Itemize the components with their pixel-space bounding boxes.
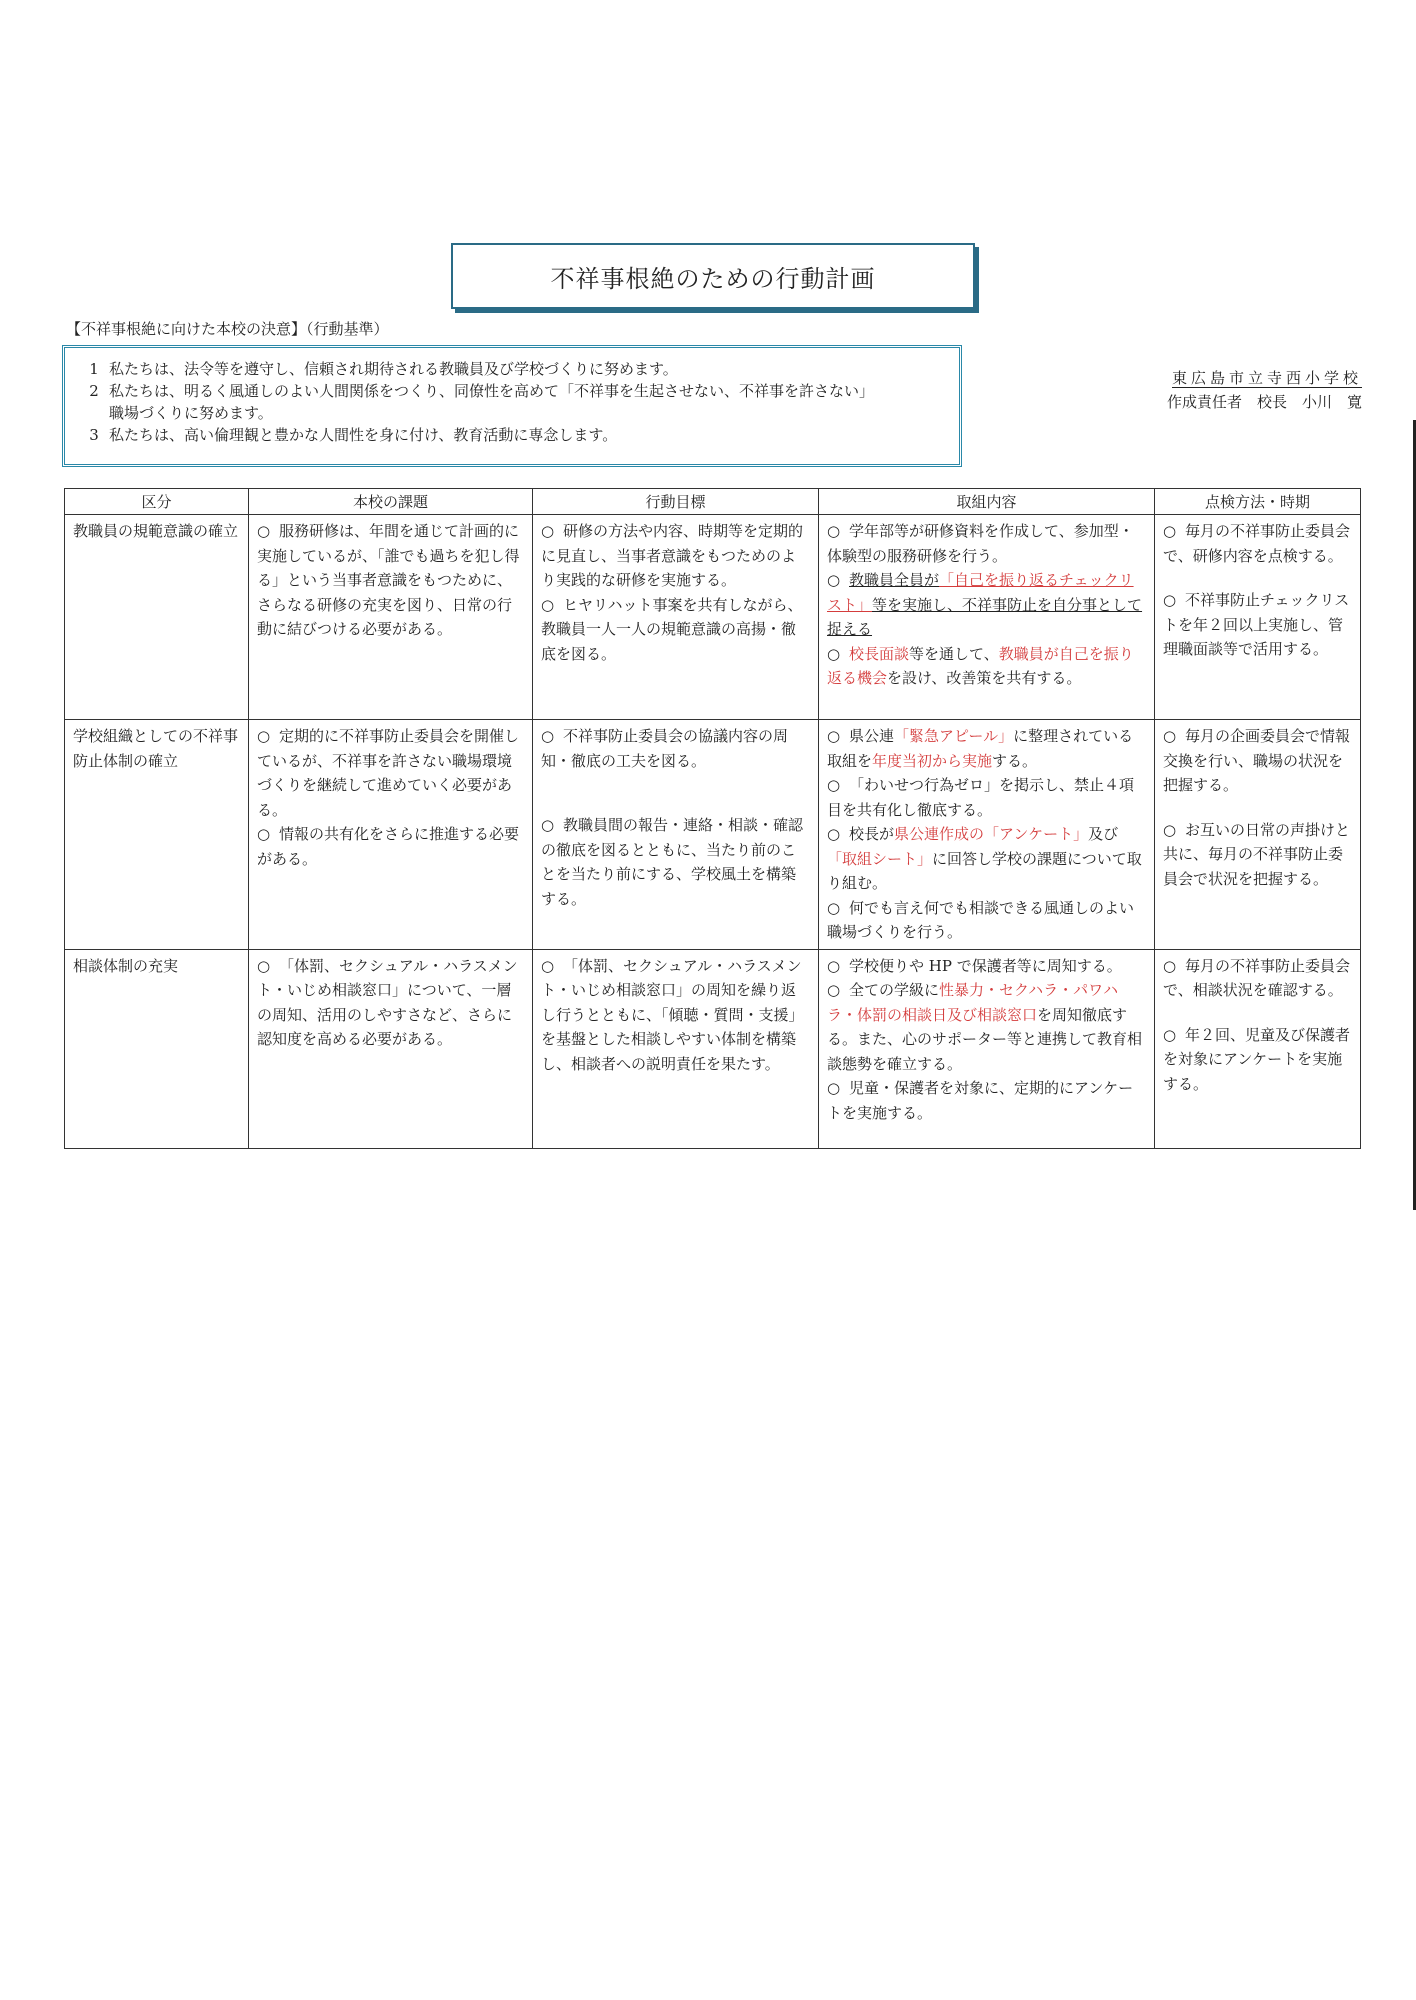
- action-highlight: 校長面談: [849, 644, 910, 663]
- resolve-item-continuation: [79, 402, 947, 424]
- table-row: [65, 515, 1361, 720]
- circle-mark: ○: [1163, 727, 1177, 745]
- school-info: [1167, 366, 1362, 414]
- circle-mark: ○: [541, 595, 555, 614]
- check-text: 毎月の不祥事防止委員会で、相談状況を確認する。: [1163, 956, 1351, 999]
- action-text: 校長が: [849, 825, 895, 843]
- action-highlight: 県公連作成の「アンケート」: [894, 825, 1089, 843]
- goal-text: 教職員間の報告・連絡・相談・確認の徹底を図るとともに、当たり前のことを当たり前にする、学校風土を構築する。: [541, 816, 804, 908]
- action-text: 分事として捉える: [827, 595, 1143, 638]
- resolve-item-text: 私たちは、高い倫理観と豊かな人間性を身に付け、教育活動に専念します。: [109, 426, 618, 444]
- circle-mark: ○: [257, 825, 271, 843]
- action-highlight: 年度当初から実施: [872, 751, 993, 770]
- resolve-item: [79, 380, 947, 402]
- circle-mark: ○: [1163, 820, 1177, 839]
- action-text: 及び: [1088, 825, 1119, 843]
- circle-mark: ○: [541, 816, 555, 834]
- goal-text: ヒヤリハット事案を共有しながら、教職員一人一人の規範意識の高揚・徹底を図る。: [541, 595, 803, 663]
- header-category: 区分: [65, 489, 249, 515]
- circle-mark: ○: [827, 727, 841, 745]
- action-highlight: 「自己を振り返るチェックリスト」: [827, 571, 1134, 614]
- action-text: 教職員全員が: [849, 571, 940, 589]
- resolve-box: [62, 345, 962, 467]
- action-text: 等を通して、: [909, 644, 999, 663]
- circle-mark: ○: [1163, 1025, 1177, 1044]
- circle-mark: ○: [257, 727, 271, 745]
- resolve-heading: 【不祥事根絶に向けた本校の決意】（行動基準）: [66, 320, 389, 338]
- category-cell: 相談体制の充実: [65, 949, 249, 1148]
- action-text: に回答し学校の課題について取り組む。: [827, 849, 1142, 892]
- goal-text: 不祥事防止委員会の協議内容の周知・徹底の工夫を図る。: [541, 727, 789, 770]
- circle-mark: ○: [541, 522, 555, 540]
- circle-mark: ○: [827, 898, 841, 917]
- issue-text: 服務研修は、年間を通じて計画的に実施しているが、「誰でも過ちを犯し得る」という当事者意識をもつために、さらなる研修の充実を図り、日常の行動に結びつける必要がある。: [257, 522, 520, 638]
- table-header-row: [65, 489, 1361, 515]
- action-text: 県公連: [849, 727, 895, 745]
- circle-mark: ○: [257, 522, 271, 540]
- check-text: 毎月の不祥事防止委員会で、研修内容を点検する。: [1163, 522, 1351, 565]
- check-text: お互いの日常の声掛けと共に、毎月の不祥事防止委員会で状況を把握する。: [1163, 820, 1351, 888]
- school-name: 東広島市立寺西小学校: [1171, 369, 1362, 387]
- action-highlight: 「緊急アピール」: [894, 727, 1014, 745]
- issue-text: 定期的に不祥事防止委員会を開催しているが、不祥事を許さない職場環境づくりを継続して進めていく必要がある。: [257, 727, 520, 819]
- circle-mark: ○: [1163, 956, 1177, 975]
- action-text: 等を実施し、不祥事防止を自: [872, 595, 1068, 614]
- check-cell: [1155, 515, 1361, 720]
- goal-cell: [533, 515, 819, 720]
- action-highlight: 教職員が自己を振り返る機会: [827, 644, 1134, 687]
- header-actions: 取組内容: [819, 489, 1155, 515]
- circle-mark: ○: [1163, 522, 1177, 540]
- action-text: に整理されている取組を: [827, 727, 1134, 770]
- resolve-item-text: 私たちは、法令等を遵守し、信頼され期待される教職員及び学校づくりに努めます。: [109, 360, 678, 378]
- circle-mark: ○: [827, 825, 841, 843]
- actions-cell: [819, 949, 1155, 1148]
- resolve-item-number: 3: [89, 426, 99, 444]
- goal-text: 研修の方法や内容、時期等を定期的に見直し、当事者意識をもつためのより実践的な研修を実施する。: [541, 522, 804, 589]
- check-cell: [1155, 949, 1361, 1148]
- issue-cell: [249, 949, 533, 1148]
- resolve-item-text: 私たちは、明るく風通しのよい人間関係をつくり、同僚性を高めて「不祥事を生起させない、不祥事を許さない」: [109, 382, 875, 400]
- action-text: 学年部等が研修資料を作成して、参加型・体験型の服務研修を行う。: [827, 522, 1134, 565]
- circle-mark: ○: [257, 956, 271, 975]
- issue-text: 情報の共有化をさらに推進する必要がある。: [257, 825, 520, 868]
- circle-mark: ○: [827, 981, 841, 999]
- header-goal: 行動目標: [533, 489, 819, 515]
- circle-mark: ○: [541, 956, 555, 975]
- page-title: 不祥事根絶のための行動計画: [451, 243, 975, 309]
- action-highlight: 「取組シート」: [827, 849, 933, 868]
- action-text: 「わいせつ行為ゼロ」を掲示し、禁止４項目を共有化し徹底する。: [827, 776, 1135, 819]
- action-text: を周知徹底する。また、心のサポーター等と連携して教育相談態勢を確立する。: [827, 1005, 1143, 1073]
- action-text: する。: [992, 751, 1038, 770]
- author-line: 作成責任者 校長 小川 寛: [1166, 393, 1362, 411]
- action-text: 全ての学級に: [849, 981, 940, 999]
- goal-cell: [533, 949, 819, 1148]
- actions-cell: [819, 720, 1155, 950]
- category-cell: 教職員の規範意識の確立: [65, 515, 249, 720]
- action-text: を設け、改善策を共有する。: [887, 669, 1082, 687]
- action-plan-table: [64, 488, 1361, 1149]
- circle-mark: ○: [827, 956, 841, 975]
- circle-mark: ○: [1163, 591, 1177, 609]
- circle-mark: ○: [827, 776, 841, 794]
- action-text: 児童・保護者を対象に、定期的にアンケートを実施する。: [827, 1079, 1134, 1122]
- issue-text: 「体罰、セクシュアル・ハラスメント・いじめ相談窓口」について、一層の周知、活用のしやすさなど、さらに認知度を高める必要がある。: [257, 956, 518, 1048]
- goal-cell: [533, 720, 819, 950]
- header-issue: 本校の課題: [249, 489, 533, 515]
- check-text: 不祥事防止チェックリストを年２回以上実施し、管理職面談等で活用する。: [1163, 591, 1350, 658]
- resolve-item: [79, 358, 947, 380]
- resolve-item: [79, 424, 947, 446]
- circle-mark: ○: [827, 571, 841, 589]
- resolve-item-number: 1: [89, 360, 99, 378]
- actions-cell: [819, 515, 1155, 720]
- check-text: 年２回、児童及び保護者を対象にアンケートを実施する。: [1163, 1025, 1351, 1093]
- action-text: 何でも言え何でも相談できる風通しのよい職場づくりを行う。: [827, 898, 1135, 941]
- circle-mark: ○: [827, 644, 841, 663]
- resolve-item-number: 2: [89, 382, 99, 400]
- check-text: 毎月の企画委員会で情報交換を行い、職場の状況を把握する。: [1163, 727, 1351, 794]
- resolve-item-text: 職場づくりに努めます。: [109, 404, 273, 422]
- circle-mark: ○: [541, 727, 555, 745]
- table-row: [65, 949, 1361, 1148]
- circle-mark: ○: [827, 522, 841, 540]
- table-row: [65, 720, 1361, 950]
- goal-text: 「体罰、セクシュアル・ハラスメント・いじめ相談窓口」の周知を繰り返し行うとともに、「傾聴・質問・支援」を基盤とした相談しやすい体制を構築し、相談者への説明責任を果たす。: [541, 956, 804, 1073]
- issue-cell: [249, 720, 533, 950]
- category-cell: 学校組織としての不祥事防止体制の確立: [65, 720, 249, 950]
- circle-mark: ○: [827, 1079, 841, 1097]
- header-check: 点検方法・時期: [1155, 489, 1361, 515]
- check-cell: [1155, 720, 1361, 950]
- action-text: 学校便りや HP で保護者等に周知する。: [849, 956, 1122, 975]
- issue-cell: [249, 515, 533, 720]
- action-highlight: 性暴力・セクハラ・パワハラ・体罰の相談日及び相談窓口: [827, 981, 1119, 1024]
